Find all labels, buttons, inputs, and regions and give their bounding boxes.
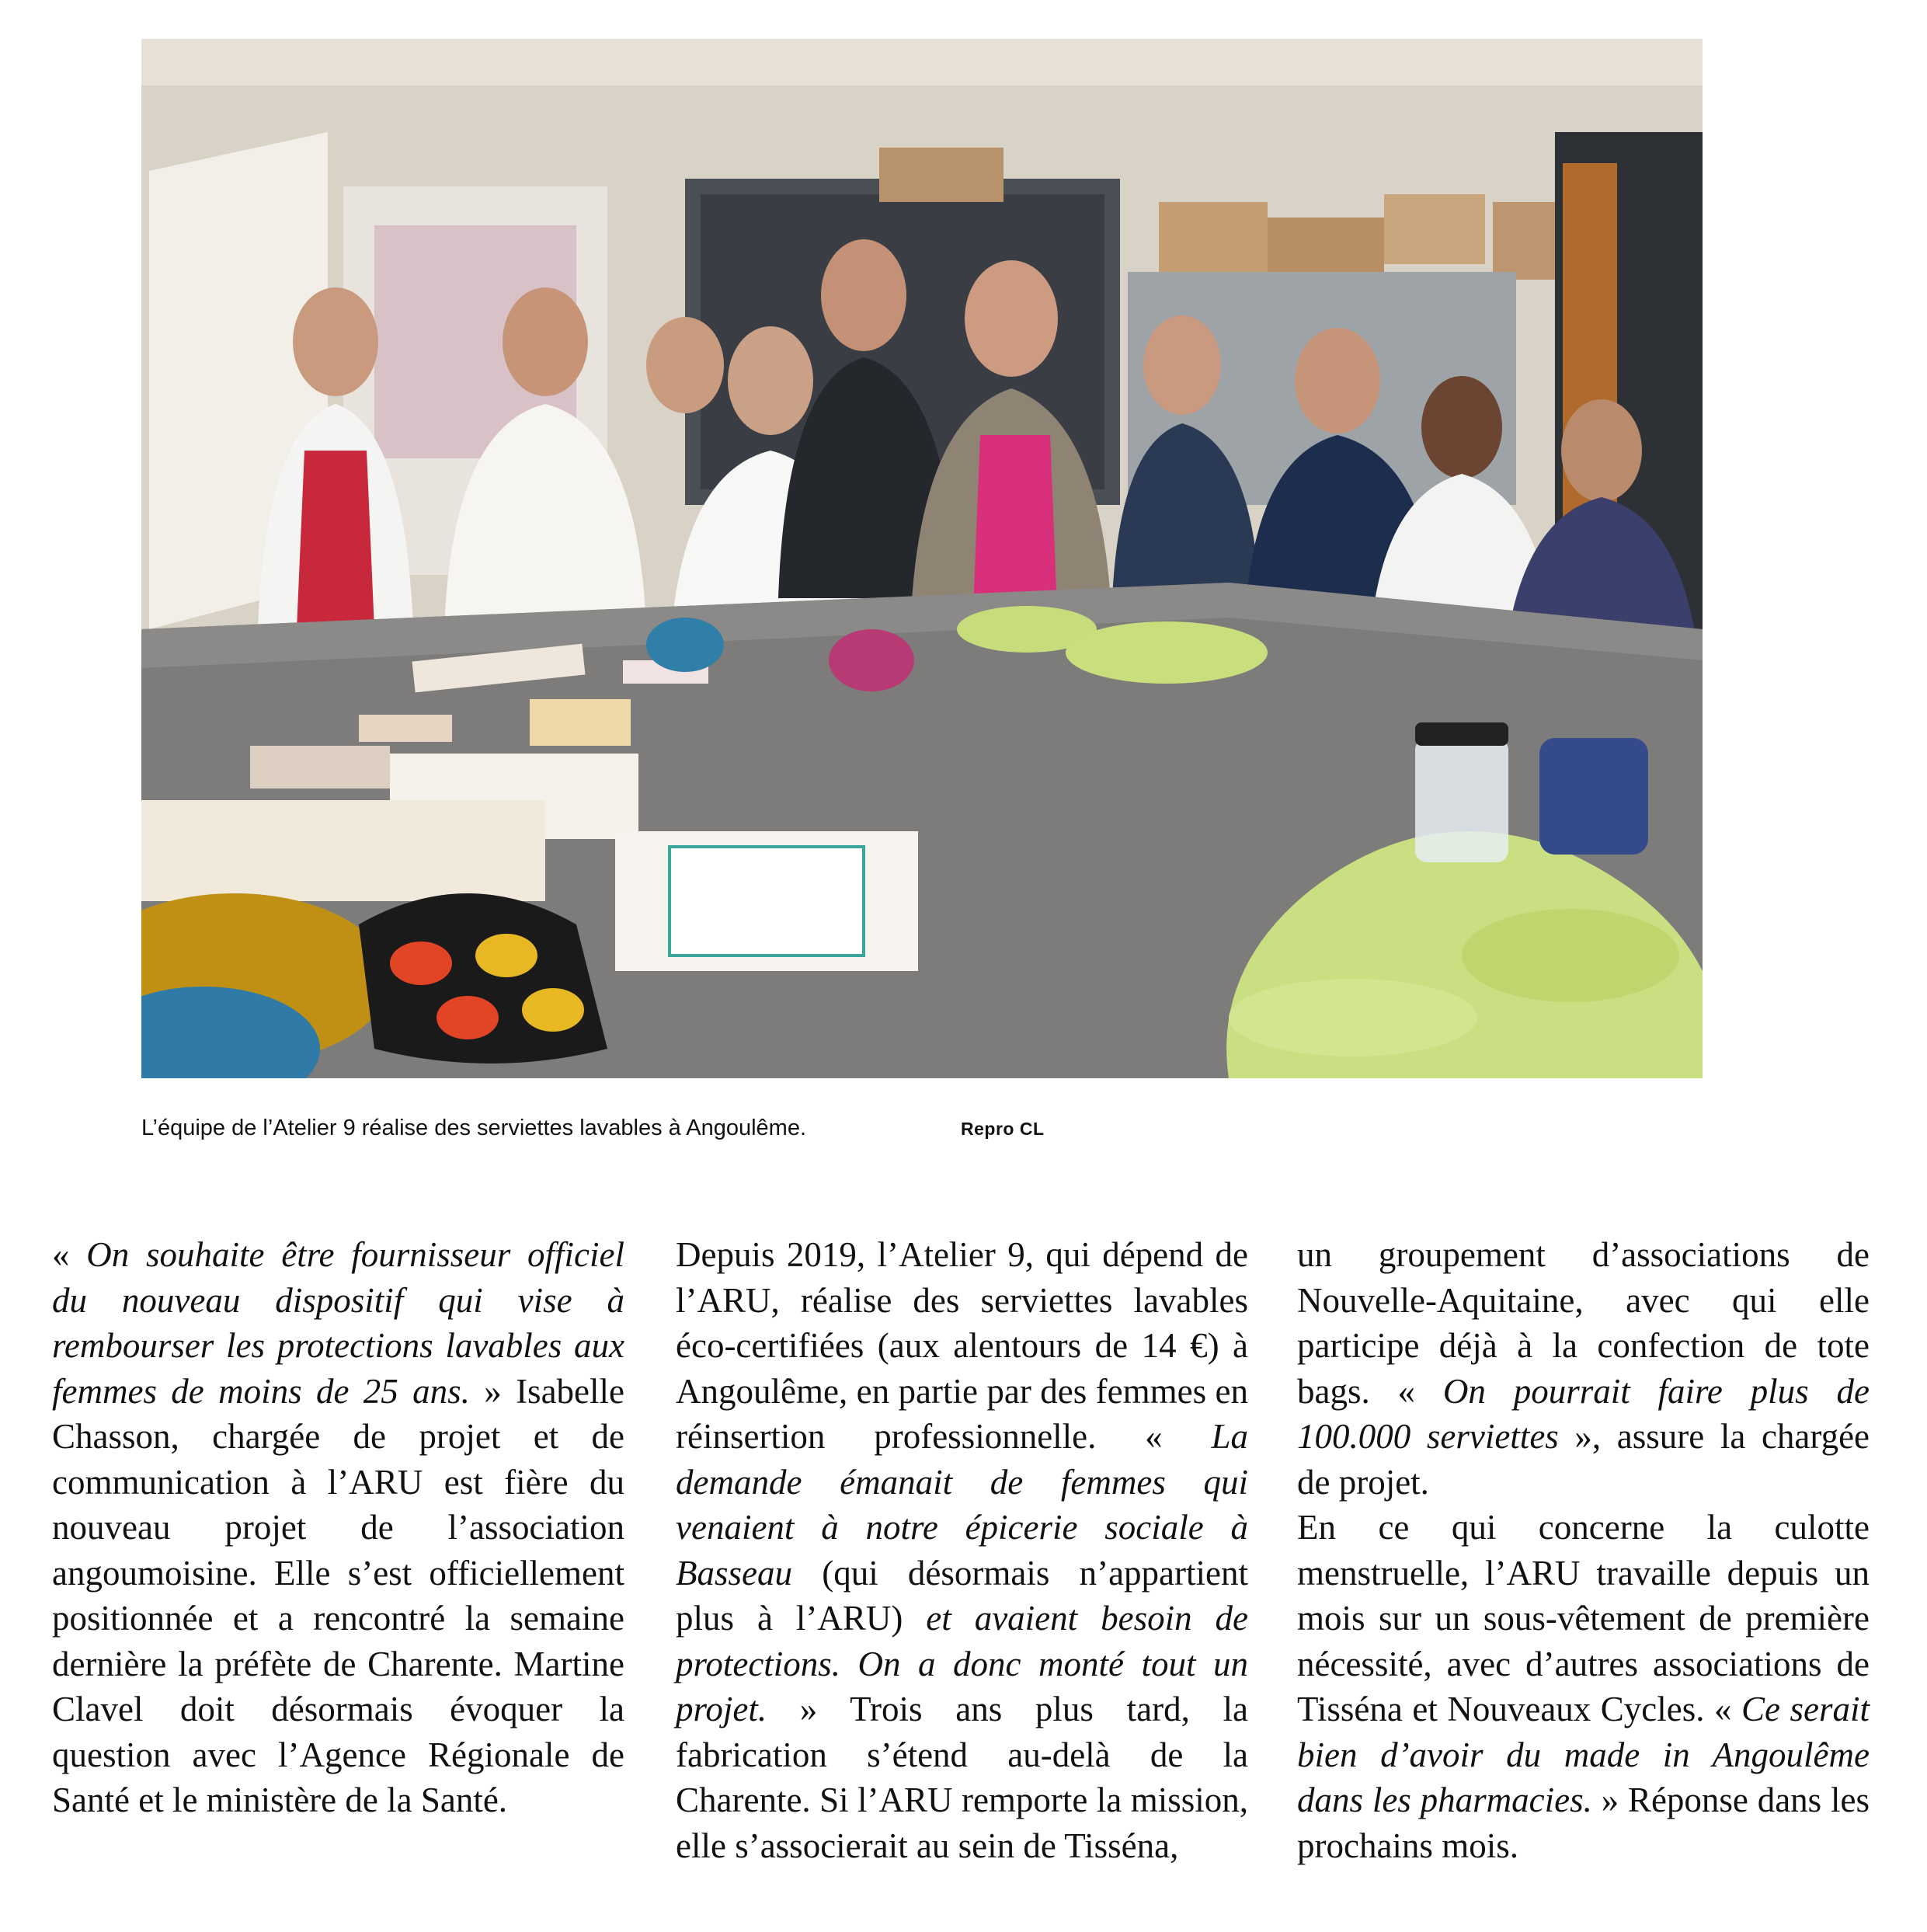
- article-column-1: [52, 1232, 624, 1823]
- paragraph-text: » Trois ans plus tard, la fabrication s’étend au-delà de la Charente. Si l’ARU remporte la mission, elle s’associerait au sein de Tisséna,: [676, 1690, 1248, 1865]
- paragraph-text: un groupement d’associations de Nouvelle-Aquitaine, avec qui elle participe déjà à la confection de tote bags. «: [1297, 1235, 1870, 1411]
- quote-text: La demande émanait de femmes qui venaient à notre épicerie sociale à Basseau: [676, 1417, 1248, 1593]
- paragraph-text: En ce qui concerne la culotte menstruelle, l’ARU travaille depuis un mois sur un sous-vêtement de première nécessité, avec d’autres associations de Tisséna et Nouveaux Cycles. «: [1297, 1508, 1870, 1728]
- paragraph-text: » Réponse dans les prochains mois.: [1297, 1781, 1870, 1865]
- workshop-photo-illustration: [141, 39, 1703, 1078]
- photo-caption: L’équipe de l’Atelier 9 réalise des serviettes lavables à Angoulême.: [141, 1116, 807, 1140]
- paragraph: [676, 1232, 1248, 1868]
- article-column-2: [676, 1232, 1248, 1868]
- paragraph-text: », assure la chargée de projet.: [1297, 1417, 1870, 1502]
- article-column-3: [1297, 1232, 1870, 1868]
- photo-caption-row: [141, 1116, 1151, 1147]
- quote-text: On pourrait faire plus de 100.000 serviettes: [1297, 1371, 1870, 1456]
- photo-credit: Repro CL: [961, 1119, 1045, 1139]
- quote-text: On souhaite être fournisseur officiel du nouveau dispositif qui vise à rembourser les protections lavables aux femmes de moins de 25 ans.: [52, 1235, 625, 1411]
- paragraph-text: » Isabelle Chasson, chargée de projet et de communication à l’ARU est fière du nouveau projet de l’association angoumoisine. Elle s’est officiellement positionnée et a rencontré la semaine dernière la préfète de Charente. Martine Clavel doit désormais évoquer la question avec l’Agence Régionale de Santé et le ministère de la Santé.: [52, 1371, 624, 1819]
- quote-text: et avaient besoin de protections. On a donc monté tout un projet.: [676, 1599, 1248, 1728]
- article-photo: [141, 39, 1703, 1078]
- paragraph: [1297, 1505, 1870, 1868]
- quote-open: «: [52, 1235, 87, 1274]
- paragraph: [1297, 1232, 1870, 1505]
- quote-text: Ce serait bien d’avoir du made in Angoulême dans les pharmacies.: [1297, 1690, 1870, 1819]
- paragraph-text: (qui désormais n’appartient plus à l’ARU): [676, 1553, 1248, 1638]
- paragraph: [52, 1232, 624, 1823]
- paragraph-text: Depuis 2019, l’Atelier 9, qui dépend de l’ARU, réalise des serviettes lavables éco-certifiées (aux alentours de 14 €) à Angoulême, en partie par des femmes en réinsertion professionnelle. «: [676, 1235, 1248, 1456]
